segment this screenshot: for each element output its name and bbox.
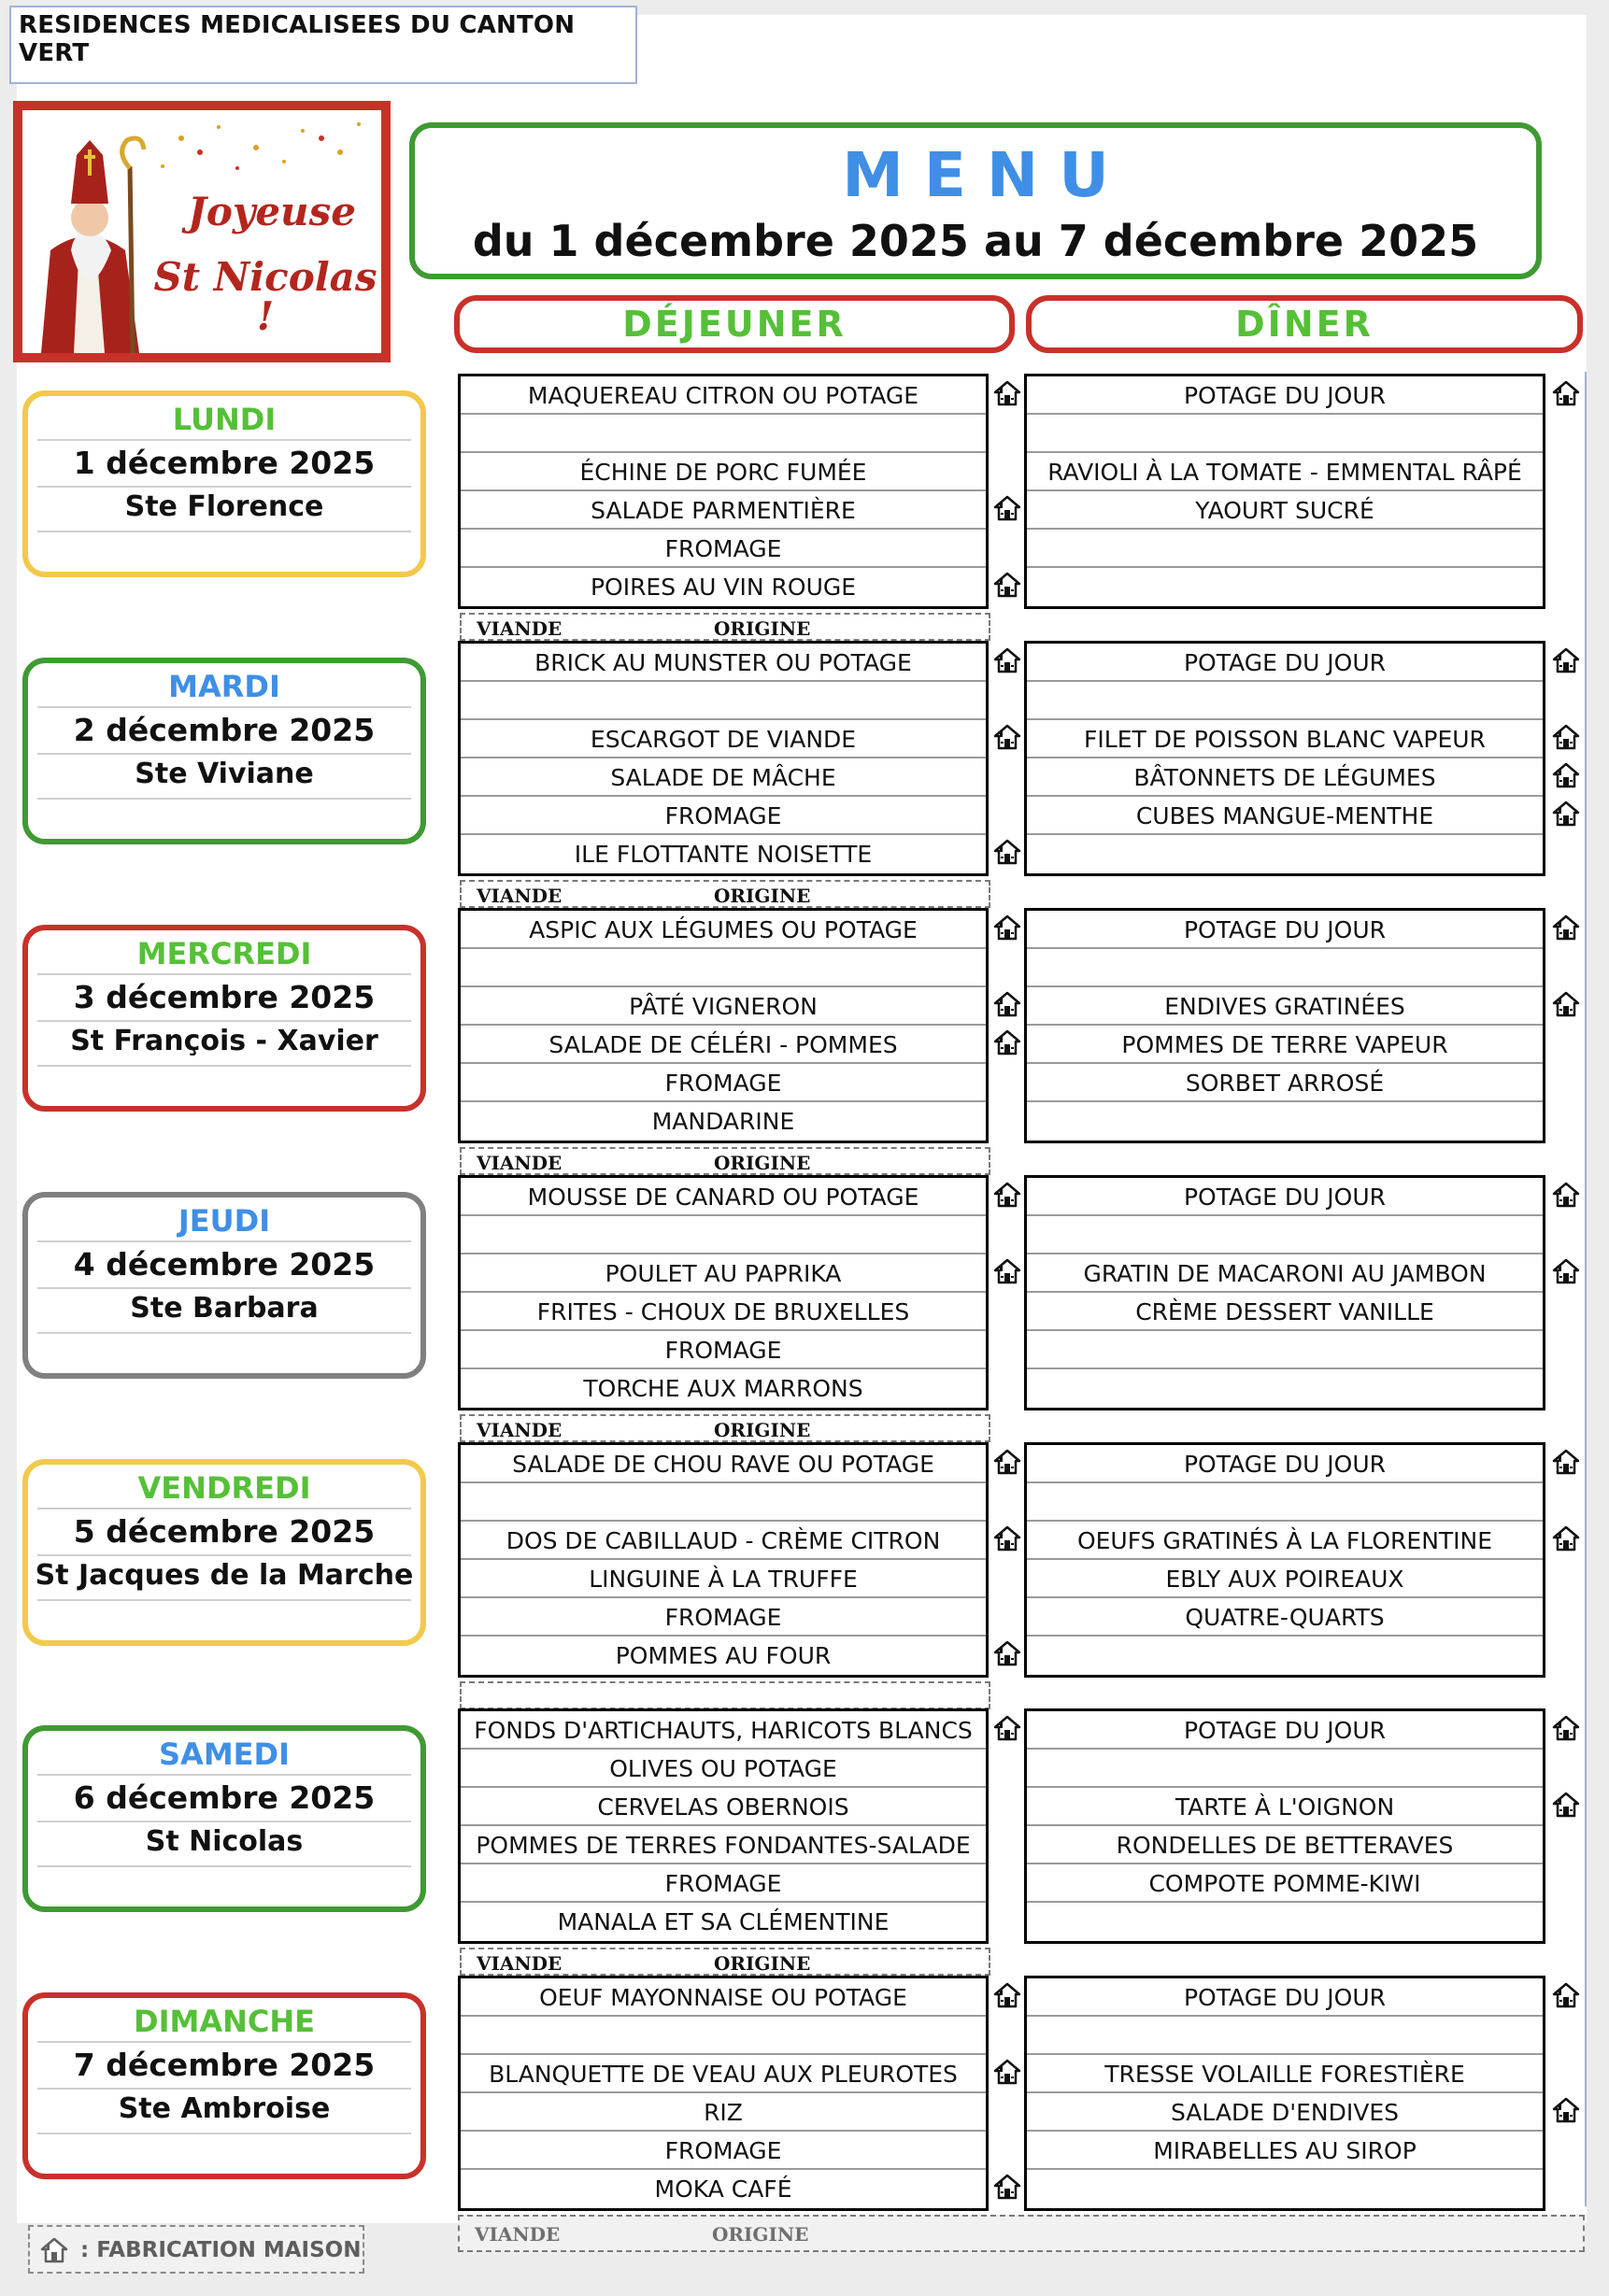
origin-label: ORIGINE [714,1419,811,1441]
dinner-dish: EBLY AUX POIREAUX [1027,1560,1543,1598]
house-icon [1551,645,1581,675]
lunch-dish: MANALA ET SA CLÉMENTINE [557,1908,890,1935]
dinner-dish [1027,568,1543,606]
lunch-dish: BLANQUETTE DE VEAU AUX PLEUROTES [461,2055,986,2093]
divider [37,439,411,441]
house-icon [1551,1790,1581,1820]
lunch-dish: BRICK AU MUNSTER OU POTAGE [461,644,986,682]
lunch-dish [461,415,986,453]
dinner-menu-table [1024,908,1545,1143]
divider [37,1065,411,1067]
divider [37,1821,411,1822]
dinner-menu-table [1024,1976,1545,2211]
meat-origin-strip [460,880,990,908]
day-name: LUNDI [172,402,277,437]
dinner-dish: POTAGE DU JOUR [1027,644,1543,682]
day-name: DIMANCHE [134,2004,315,2039]
greeting-line-1: Joyeuse [188,189,356,234]
dinner-dish: MIRABELLES AU SIROP [1027,2132,1543,2170]
dinner-dish [1027,530,1543,568]
lunch-menu-table [458,1175,989,1410]
dinner-header: DÎNER [1026,295,1583,353]
dinner-dish: OEUFS GRATINÉS À LA FLORENTINE [1027,1522,1543,1560]
lunch-dish: FONDS D'ARTICHAUTS, HARICOTS BLANCS [461,1711,986,1750]
divider [37,1332,411,1334]
lunch-dish: MAQUEREAU CITRON OU POTAGE [461,376,986,415]
day-name: SAMEDI [159,1736,290,1772]
greeting-line-2: St Nicolas ! [153,254,377,339]
origin-label: ORIGINE [714,617,811,640]
day-card [22,1725,426,1912]
dinner-menu-table [1024,1175,1545,1410]
divider [37,1287,411,1289]
lunch-menu-table [458,1976,989,2211]
divider [37,753,411,755]
dinner-menu-table [1024,1442,1545,1678]
lunch-dish: FROMAGE [461,797,986,835]
house-icon [992,1713,1022,1743]
lunch-dish: ESCARGOT DE VIANDE [461,720,986,758]
house-icon [992,722,1022,752]
dinner-dish [1027,1102,1543,1141]
lunch-menu-table [458,1708,989,1944]
lunch-dish: FRITES - CHOUX DE BRUXELLES [461,1293,986,1331]
menu-title-box [409,122,1542,279]
dinner-dish: POTAGE DU JOUR [1027,376,1543,415]
meat-label: VIANDE [477,1152,562,1174]
dinner-dish: POTAGE DU JOUR [1027,1178,1543,1216]
st-nicolas-card [13,101,391,362]
day-saint: St François - Xavier [70,1025,378,1057]
day-date: 1 décembre 2025 [73,445,376,481]
dinner-dish: GRATIN DE MACARONI AU JAMBON [1027,1254,1543,1293]
house-icon [992,1028,1022,1057]
house-icon [1551,1180,1581,1210]
day-card [22,1992,426,2179]
meat-label: VIANDE [475,2223,561,2246]
lunch-dish: FROMAGE [461,1598,986,1637]
day-name: JEUDI [178,1203,271,1239]
lunch-dish [461,2017,986,2055]
day-saint: St Nicolas [145,1825,304,1858]
house-icon [992,2172,1022,2202]
dinner-dish: CRÈME DESSERT VANILLE [1027,1293,1543,1331]
lunch-dish: MOKA CAFÉ [654,2176,792,2203]
day-saint: Ste Ambroise [118,2092,331,2125]
lunch-dish: ILE FLOTTANTE NOISETTE [574,841,873,868]
lunch-dish: OEUF MAYONNAISE OU POTAGE [461,1978,986,2017]
dinner-dish: POTAGE DU JOUR [1027,911,1543,949]
day-card [22,925,426,1112]
lunch-dish: LINGUINE À LA TRUFFE [461,1560,986,1598]
lunch-dish: FROMAGE [461,1864,986,1903]
day-saint: Ste Florence [124,490,324,523]
origin-label: ORIGINE [714,1952,811,1975]
divider [37,2133,411,2134]
dinner-dish: RAVIOLI À LA TOMATE - EMMENTAL RÂPÉ [1027,453,1543,491]
dinner-dish: POTAGE DU JOUR [1027,1978,1543,2017]
dinner-dish [1027,1216,1543,1254]
divider [37,2041,411,2043]
divider [37,486,411,488]
dinner-dish: BÂTONNETS DE LÉGUMES [1027,758,1543,797]
divider [37,706,411,708]
meat-origin-strip [460,1147,990,1175]
house-icon [39,2235,69,2265]
divider [37,531,411,532]
divider [37,1865,411,1867]
divider [37,1508,411,1509]
day-saint: Ste Viviane [135,758,314,790]
house-icon [992,1256,1022,1286]
day-name: MARDI [168,669,280,704]
divider [37,1554,411,1556]
house-icon [992,1524,1022,1553]
lunch-dish: POULET AU PAPRIKA [461,1254,986,1293]
day-card [22,390,426,577]
divider [37,973,411,975]
dinner-dish [1027,949,1543,987]
dinner-dish: COMPOTE POMME-KIWI [1027,1864,1543,1903]
house-icon [992,2057,1022,2087]
dinner-dish: RONDELLES DE BETTERAVES [1027,1826,1543,1864]
house-icon [992,989,1022,1019]
day-date: 3 décembre 2025 [73,979,376,1015]
lunch-dish: FROMAGE [461,2132,986,2170]
dinner-dish: TRESSE VOLAILLE FORESTIÈRE [1027,2055,1543,2093]
house-icon [1551,760,1581,790]
lunch-dish: FROMAGE [461,1064,986,1102]
lunch-dish: SALADE DE CHOU RAVE OU POTAGE [461,1445,986,1483]
day-saint: St Jacques de la Marche [35,1559,414,1592]
lunch-dish: DOS DE CABILLAUD - CRÈME CITRON [461,1522,986,1560]
lunch-menu-table [458,1442,989,1678]
dinner-dish [1027,835,1543,873]
meat-origin-strip [460,1948,990,1976]
day-date: 7 décembre 2025 [73,2047,376,2083]
house-icon [992,837,1022,867]
divider [37,1020,411,1022]
house-icon [992,1980,1022,2010]
lunch-dish: MANDARINE [651,1108,795,1135]
dinner-dish: SALADE D'ENDIVES [1027,2093,1543,2132]
house-icon [1551,1524,1581,1553]
house-icon [1551,378,1581,408]
lunch-menu-table [458,908,989,1143]
lunch-menu-table [458,641,989,876]
house-icon [1551,799,1581,829]
divider [37,1240,411,1242]
lunch-dish: CERVELAS OBERNOIS [461,1788,986,1826]
lunch-dish [461,1216,986,1254]
dinner-dish: QUATRE-QUARTS [1027,1598,1543,1637]
lunch-dish: SALADE DE CÉLÉRI - POMMES [461,1026,986,1064]
dinner-dish [1027,1483,1543,1522]
lunch-dish: POMMES AU FOUR [615,1642,832,1669]
dinner-dish: FILET DE POISSON BLANC VAPEUR [1027,720,1543,758]
dinner-menu-table [1024,374,1545,609]
house-icon [1551,1980,1581,2010]
lunch-dish: ÉCHINE DE PORC FUMÉE [461,453,986,491]
dinner-dish [1027,1750,1543,1788]
house-icon [992,1180,1022,1210]
lunch-dish: POMMES DE TERRES FONDANTES-SALADE [461,1826,986,1864]
lunch-dish: PÂTÉ VIGNERON [461,987,986,1026]
day-name: MERCREDI [136,936,312,971]
lunch-dish: FROMAGE [461,1331,986,1369]
house-icon [1551,913,1581,942]
house-icon [1551,1256,1581,1286]
dinner-dish [1027,415,1543,453]
dinner-dish: SORBET ARROSÉ [1027,1064,1543,1102]
house-icon [992,378,1022,408]
dinner-dish [1027,2017,1543,2055]
dinner-dish [1027,1903,1543,1941]
lunch-menu-table [458,374,989,609]
lunch-dish: TORCHE AUX MARRONS [583,1375,863,1402]
lunch-dish: RIZ [461,2093,986,2132]
meat-label: VIANDE [477,885,562,907]
house-icon [992,645,1022,675]
dinner-dish [1027,1331,1543,1369]
lunch-dish [461,682,986,720]
meat-origin-strip [460,1681,990,1709]
dinner-dish [1027,1369,1543,1408]
day-saint: Ste Barbara [130,1292,319,1325]
divider [37,1599,411,1601]
lunch-dish: SALADE DE MÂCHE [461,758,986,797]
dinner-menu-table [1024,641,1545,876]
lunch-dish: POIRES AU VIN ROUGE [590,574,857,601]
meat-label: VIANDE [477,617,562,640]
meat-origin-strip [460,613,990,641]
menu-dates: du 1 décembre 2025 au 7 décembre 2025 [472,216,1479,266]
day-name: VENDREDI [137,1470,311,1506]
dinner-dish: POTAGE DU JOUR [1027,1445,1543,1483]
divider [37,2088,411,2090]
organization-name: RESIDENCES MEDICALISEES DU CANTON VERT [19,11,576,67]
lunch-dish: OLIVES OU POTAGE [461,1750,986,1788]
house-icon [992,493,1022,523]
dinner-dish [1027,2170,1543,2208]
lunch-dish: MOUSSE DE CANARD OU POTAGE [461,1178,986,1216]
dinner-dish [1027,682,1543,720]
dinner-dish: CUBES MANGUE-MENTHE [1027,797,1543,835]
day-card [22,1459,426,1646]
house-icon [1551,989,1581,1019]
day-date: 6 décembre 2025 [73,1779,376,1816]
house-icon [992,1447,1022,1477]
meat-label: VIANDE [477,1419,562,1441]
lunch-dish: SALADE PARMENTIÈRE [461,491,986,530]
divider [37,1774,411,1776]
meat-label: VIANDE [477,1952,562,1975]
dinner-dish [1027,1637,1543,1675]
house-icon [1551,1713,1581,1743]
house-icon [1551,722,1581,752]
lunch-dish [461,949,986,987]
day-date: 2 décembre 2025 [73,712,376,748]
origin-label: ORIGINE [712,2223,809,2246]
house-icon [1551,2095,1581,2125]
house-icon [992,570,1022,600]
day-date: 4 décembre 2025 [73,1246,376,1283]
legend-text: : FABRICATION MAISON [80,2238,362,2262]
dinner-dish: POTAGE DU JOUR [1027,1711,1543,1750]
lunch-dish [461,1483,986,1522]
dinner-dish: POMMES DE TERRE VAPEUR [1027,1026,1543,1064]
meat-origin-strip [460,1414,990,1442]
lunch-header: DÉJEUNER [454,295,1015,353]
meat-origin-strip [458,2215,1585,2252]
day-card [22,658,426,844]
origin-label: ORIGINE [714,1152,811,1174]
legend [28,2225,364,2274]
day-card [22,1192,426,1379]
lunch-dish: FROMAGE [461,530,986,568]
divider [37,798,411,800]
house-icon [992,1638,1022,1668]
dinner-dish: ENDIVES GRATINÉES [1027,987,1543,1026]
house-icon [992,913,1022,942]
menu-title: MENU [842,139,1130,211]
origin-label: ORIGINE [714,885,811,907]
organization-box [9,6,637,84]
dinner-dish: TARTE À L'OIGNON [1027,1788,1543,1826]
lunch-dish: ASPIC AUX LÉGUMES OU POTAGE [461,911,986,949]
day-date: 5 décembre 2025 [73,1513,376,1550]
dinner-menu-table [1024,1708,1545,1944]
house-icon [1551,1447,1581,1477]
dinner-dish: YAOURT SUCRÉ [1027,491,1543,530]
